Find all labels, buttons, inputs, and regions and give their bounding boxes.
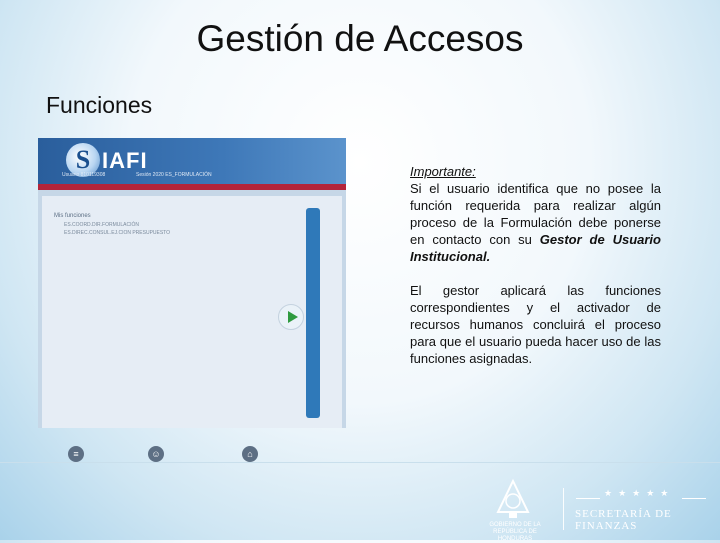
stars-icon: ★★★★★ — [604, 488, 675, 498]
stars-line-right — [682, 498, 706, 499]
notice-p1-bold: Gestor de Usuario Institucional — [410, 232, 661, 264]
institution-icon[interactable]: ⌂ — [242, 446, 258, 462]
play-icon[interactable] — [278, 304, 304, 330]
footer-divider — [0, 462, 720, 463]
siafi-screenshot — [38, 138, 346, 459]
notice-p1-text: Si el usuario identifica que no posee la función requerida para realizar algún proceso de la Formulación debe ponerse en contacto con su — [410, 181, 661, 247]
gobierno-line1: GOBIERNO DE LA — [489, 522, 541, 528]
siafi-header — [38, 138, 346, 184]
notice-heading: Importante: — [410, 164, 476, 179]
honduras-emblem-icon — [492, 478, 534, 520]
footer-vertical-divider — [563, 488, 564, 530]
header-bar — [38, 184, 346, 190]
stars-line-left — [576, 498, 600, 499]
notice-p1-end: . — [486, 249, 491, 264]
user-icon[interactable]: ☺ — [148, 446, 164, 462]
section-subtitle: Funciones — [46, 92, 153, 118]
menu-item[interactable]: ES.COORD.DIR.FORMULACIÓN — [64, 222, 140, 228]
gobierno-line2: REPÚBLICA DE HONDURAS — [493, 529, 537, 542]
gobierno-text — [486, 522, 544, 543]
menu-title: Mis funciones — [54, 213, 91, 219]
user-info: Usuario 810119308 — [62, 172, 106, 178]
list-icon[interactable]: ≡ — [68, 446, 84, 462]
side-panel-tab[interactable] — [306, 208, 320, 418]
menu-item[interactable]: ES.DIREC.CONSUL.EJ.CION PRESUPUESTO — [64, 230, 171, 236]
siafi-logo-text: IAFI — [102, 148, 148, 173]
secretaria-finanzas-label: SECRETARÍA DE FINANZAS — [575, 508, 672, 532]
notice-p2: El gestor aplicará las funciones correspondientes y el activador de recursos humanos concluirá el proceso para que el usuario pueda hacer uso de las funciones asignadas. — [410, 283, 661, 366]
page-title: Gestión de Accesos — [196, 18, 524, 59]
notice-text — [410, 163, 661, 367]
session-info: Sesión 2020 ES_FORMULACIÓN — [136, 172, 212, 178]
siafi-logo-icon: S — [66, 143, 100, 177]
